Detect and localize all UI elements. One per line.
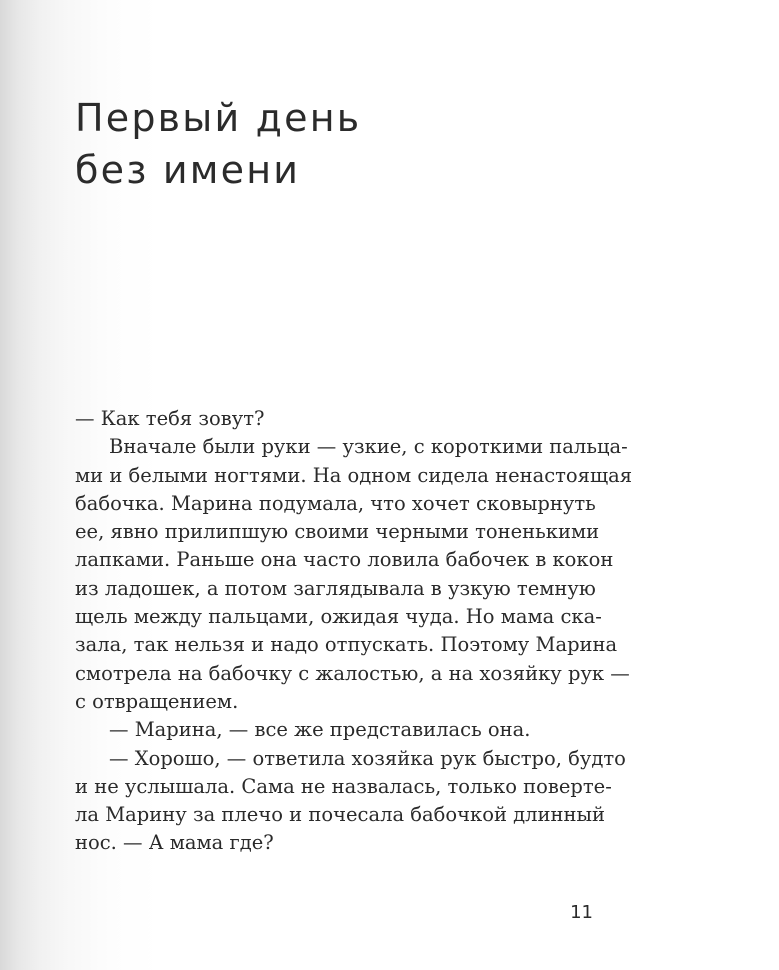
text-line: бабочка. Марина подумала, что хочет сковырнуть — [75, 491, 596, 515]
body-text — [75, 405, 633, 858]
text-line: ми и белыми ногтями. На одном сидела ненастоящая — [75, 463, 633, 487]
text-line: нос. — А мама где? — [75, 831, 274, 855]
text-line: — Хорошо, — ответила хозяйка рук быстро, будто — [109, 746, 626, 770]
chapter-title-line-1: Первый день — [75, 96, 362, 140]
text-line: ее, явно прилипшую своими черными тоненькими — [75, 520, 600, 544]
text-line: щель между пальцами, ожидая чуда. Но мама ска- — [75, 605, 602, 629]
text-line: — Как тебя зовут? — [75, 407, 265, 430]
text-line: смотрела на бабочку с жалостью, а на хозяйку рук — — [75, 661, 630, 685]
page-number: 11 — [570, 902, 593, 923]
text-line: ла Марину за плечо и почесала бабочкой длинный — [75, 803, 606, 827]
text-line: с отвращением. — [75, 689, 239, 713]
chapter-title — [75, 92, 361, 196]
chapter-title-line-2: без имени — [75, 148, 301, 192]
text-line: — Марина, — все же представилась она. — [109, 718, 531, 742]
text-line: из ладошек, а потом заглядывала в узкую темную — [75, 576, 596, 600]
text-line: лапками. Раньше она часто ловила бабочек в кокон — [75, 548, 614, 572]
text-line: и не услышала. Сама не назвалась, только поверте- — [75, 774, 612, 798]
text-line: зала, так нельзя и надо отпускать. Поэтому Марина — [75, 633, 618, 657]
text-line: Вначале были руки — узкие, с короткими пальца- — [109, 435, 628, 459]
